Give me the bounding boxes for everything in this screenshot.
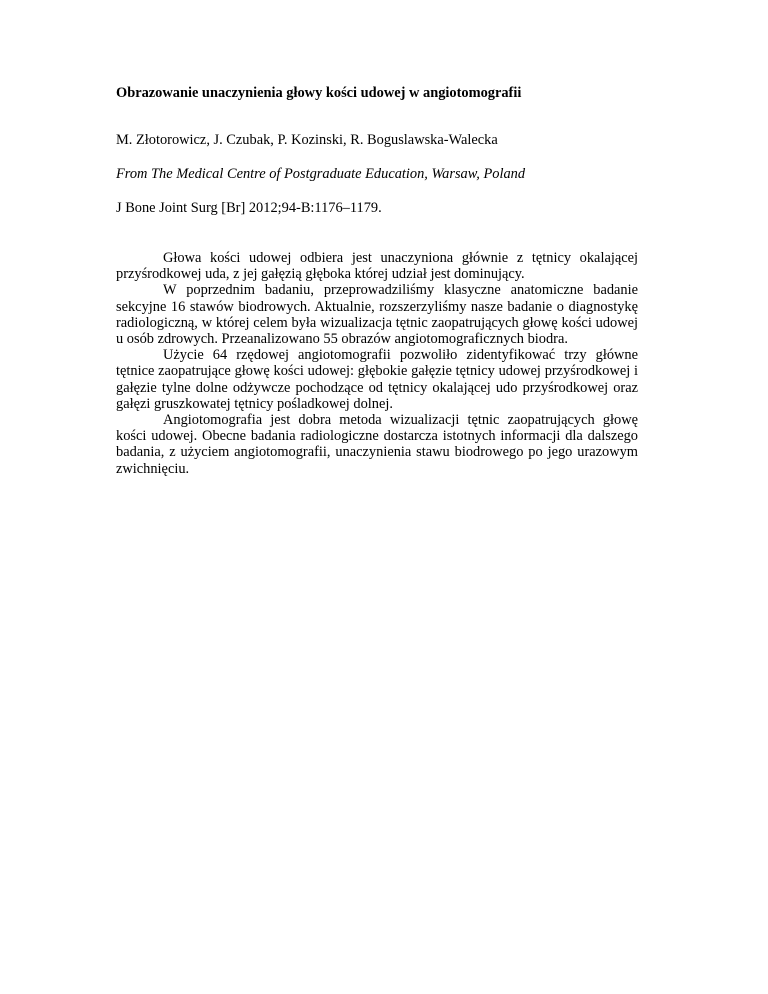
abstract-paragraph-1: Głowa kości udowej odbiera jest unaczyniona głównie z tętnicy okalającej przyśrodkowej uda, z jej gałęzią głęboka której udział jest dominujący.: [116, 250, 638, 283]
authors-line: M. Złotorowicz, J. Czubak, P. Kozinski, R. Boguslawska-Walecka: [116, 132, 498, 148]
abstract-paragraph-3: Użycie 64 rzędowej angiotomografii pozwoliło zidentyfikować trzy główne tętnice zaopatrujące głowę kości udowej: głębokie gałęzie tętnicy udowej przyśrodkowej i gałęzie tylne dolne odżywcze pochodzące od tętnicy okalającej udo przyśrodkowej oraz gałęzi gruszkowatej tętnicy pośladkowej dolnej.: [116, 347, 638, 412]
abstract-body: [116, 250, 638, 477]
abstract-paragraph-2: W poprzednim badaniu, przeprowadziliśmy klasyczne anatomiczne badanie sekcyjne 16 stawów biodrowych. Aktualnie, rozszerzyliśmy nasze badanie o diagnostykę radiologiczną, w której celem była wizualizacja tętnic zaopatrujących głowę kości udowej u osób zdrowych. Przeanalizowano 55 obrazów angiotomograficznych biodra.: [116, 282, 638, 348]
document-title: Obrazowanie unaczynienia głowy kości udowej w angiotomografii: [116, 85, 522, 101]
citation-line: J Bone Joint Surg [Br] 2012;94-B:1176–1179.: [116, 200, 382, 216]
affiliation-line: From The Medical Centre of Postgraduate Education, Warsaw, Poland: [116, 166, 526, 182]
abstract-paragraph-4: Angiotomografia jest dobra metoda wizualizacji tętnic zaopatrujących głowę kości udowej. Obecne badania radiologiczne dostarcza istotnych informacji dla dalszego badania, z użyciem angiotomografii, unaczynienia stawu biodrowego po jego urazowym zwichnięciu.: [116, 412, 638, 477]
